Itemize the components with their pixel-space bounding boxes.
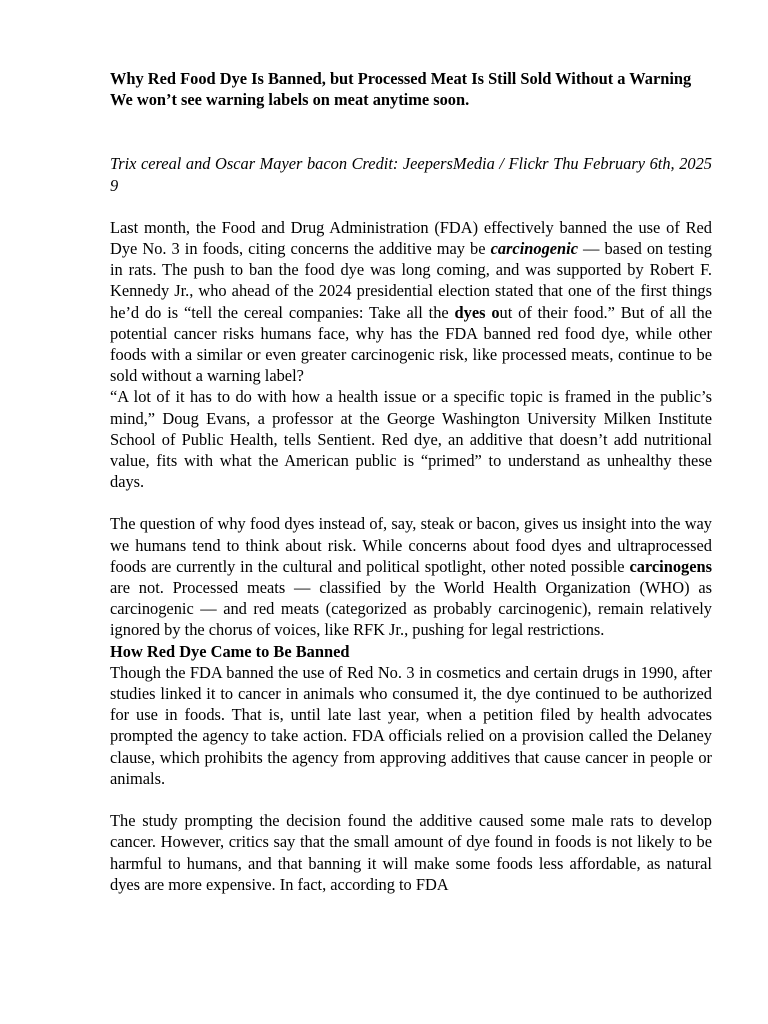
- spacer: [110, 196, 712, 217]
- spacer: [110, 110, 712, 153]
- article-subtitle: We won’t see warning labels on meat anytime soon.: [110, 90, 470, 110]
- paragraph-1-text-e: ut of their food.” But of all the potential cancer risks humans face, why has the FDA banned red food dye, while other foods with a similar or even greater carcinogenic risk, like processed meats, continue to be sold without a warning label?: [110, 302, 713, 386]
- paragraph-4: Though the FDA banned the use of Red No. 3 in cosmetics and certain drugs in 1990, after studies linked it to cancer in animals who consumed it, the dye continued to be authorized for use in foods. That is, until late last year, when a petition filed by health advocates prompted the agency to take action. FDA officials relied on a provision called the Delaney clause, which prohibits the agency from approving additives that cause cancer in people or animals.: [110, 662, 712, 788]
- article: [110, 68, 712, 895]
- paragraph-3-text-c: are not. Processed meats — classified by the World Health Organization (WHO) as carcinogenic — and red meats (categorized as probably carcinogenic), remain relatively ignored by the chorus of voices, like RFK Jr., pushing for legal restrictions.: [110, 578, 712, 640]
- article-title: Why Red Food Dye Is Banned, but Processed Meat Is Still Sold Without a Warning: [110, 69, 692, 88]
- carcinogenic-emphasis: carcinogenic: [490, 239, 578, 259]
- paragraph-1-text-a: Last month, the Food and Drug Administration (FDA) effectively banned the use of Red Dye No. 3 in foods, citing concerns the additive may be: [110, 217, 712, 259]
- spacer: [110, 492, 712, 513]
- paragraph-3-text-a: The question of why food dyes instead of, say, steak or bacon, gives us insight into the way we humans tend to think about risk. While concerns about food dyes and ultraprocessed foods are currently in the cultural and political spotlight, other noted possible: [110, 514, 712, 576]
- section-heading: How Red Dye Came to Be Banned: [110, 641, 350, 661]
- paragraph-1-text-c: — based on testing in rats. The push to ban the food dye was long coming, and was supported by Robert F. Kennedy Jr., who ahead of the 2024 presidential election stated that one of the first things he’d do is “tell the cereal companies: Take all the: [110, 239, 713, 322]
- paragraph-1: [110, 217, 712, 387]
- image-caption: Trix cereal and Oscar Mayer bacon Credit: JeepersMedia / Flickr Thu February 6th, 2025 9: [110, 154, 712, 195]
- dyes-out-emphasis: dyes o: [454, 302, 500, 322]
- spacer: [110, 789, 712, 810]
- paragraph-2: “A lot of it has to do with how a health issue or a specific topic is framed in the public’s mind,” Doug Evans, a professor at the George Washington University Milken Institute School of Public Health, tells Sentient. Red dye, an additive that doesn’t add nutritional value, fits with what the American public is “primed” to understand as unhealthy these days.: [110, 387, 712, 492]
- paragraph-5: The study prompting the decision found the additive caused some male rats to develop cancer. However, critics say that the small amount of dye found in foods is not likely to be harmful to humans, and that banning it will make some foods less affordable, as natural dyes are more expensive. In fact, according to FDA: [110, 811, 712, 894]
- paragraph-3: [110, 513, 712, 640]
- carcinogens-emphasis: carcinogens: [629, 556, 712, 576]
